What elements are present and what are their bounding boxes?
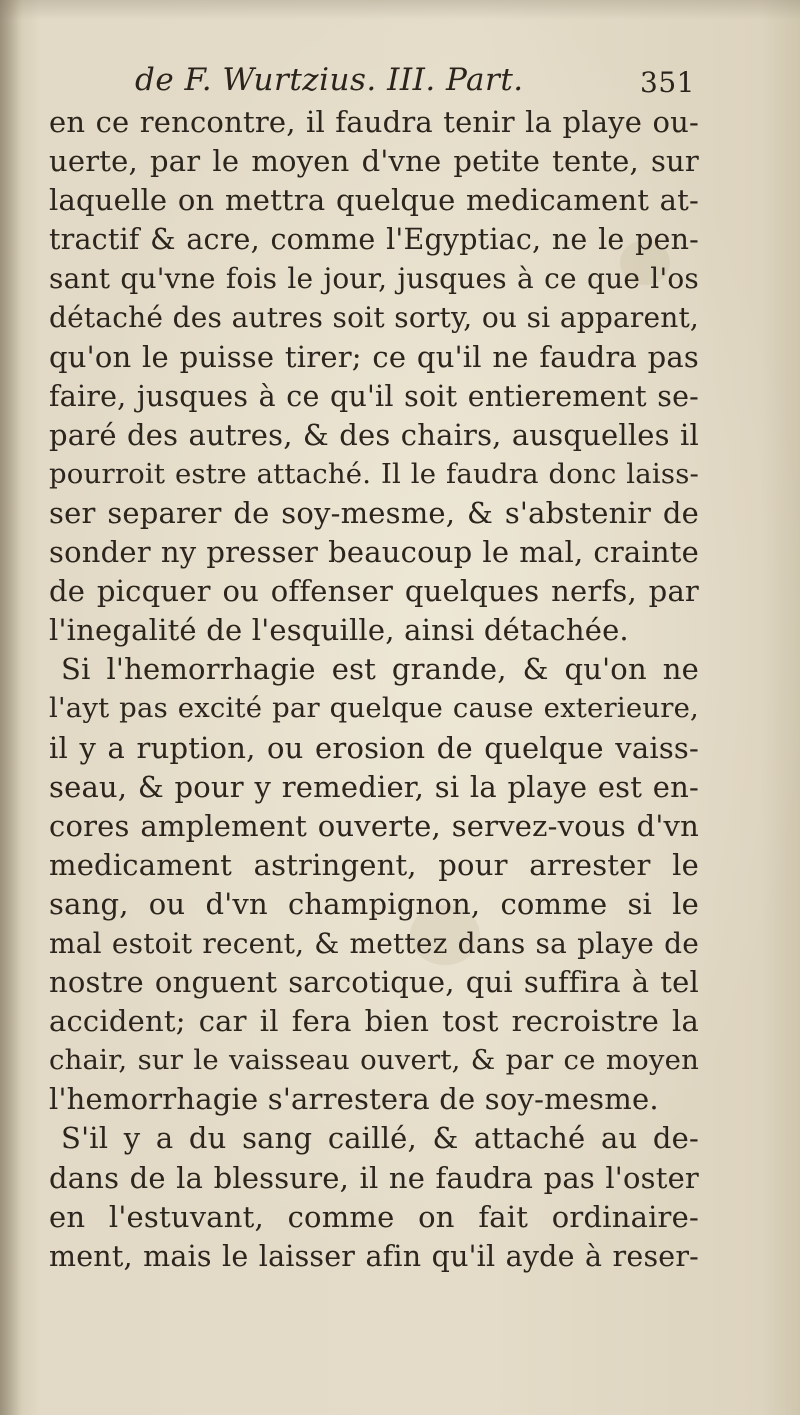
text-line: pourroit estre attaché. Il le faudra donc laiss- [49,457,699,490]
text-line: de picquer ou offenser quelques nerfs, par [49,574,699,609]
body-text [49,103,699,1276]
text-line: l'hemorrhagie s'arrestera de soy-mesme. [49,1082,659,1117]
text-line: cores amplement ouverte, servez-vous d'vn [49,808,699,843]
text-line: sant qu'vne fois le jour, jusques à ce que l'os [49,262,699,296]
text-line: l'inegalité de l'esquille, ainsi détachée. [49,613,629,648]
running-head-title: de F. Wurtzius. III. Part. [135,62,524,98]
running-head [135,62,695,106]
text-line: détaché des autres soit sorty, ou si apparent, [49,301,699,335]
text-line: laquelle on mettra quelque medicament at- [49,183,699,218]
text-line: accident; car il fera bien tost recroistre la [49,1004,699,1039]
text-line: sonder ny presser beaucoup le mal, crainte [49,535,699,570]
text-line: ser separer de soy-mesme, & s'abstenir de [49,495,699,530]
text-line: ment, mais le laisser afin qu'il ayde à reser- [49,1239,699,1273]
gutter-shadow [0,0,22,1415]
text-line: chair, sur le vaisseau ouvert, & par ce moyen [49,1044,699,1077]
text-line: mal estoit recent, & mettez dans sa playe de [49,926,699,960]
text-line: S'il y a du sang caillé, & attaché au de- [61,1121,699,1156]
text-line: tractif & acre, comme l'Egyptiac, ne le pen- [49,223,699,257]
text-line: seau, & pour y remedier, si la playe est en- [49,769,699,804]
text-line: il y a ruption, ou erosion de quelque vaiss- [49,730,699,765]
text-line: sang, ou d'vn champignon, comme si le [49,886,699,921]
page-number: 351 [640,66,695,99]
text-line: medicament astringent, pour arrester le [49,847,699,882]
text-line: en ce rencontre, il faudra tenir la playe ou- [49,105,699,139]
text-line: dans de la blessure, il ne faudra pas l'oster [49,1160,699,1195]
text-line: en l'estuvant, comme on fait ordinaire- [49,1199,699,1234]
page-top-edge [0,0,800,20]
text-line: faire, jusques à ce qu'il soit entierement se- [49,379,699,413]
text-line: Si l'hemorrhagie est grande, & qu'on ne [61,652,699,687]
text-line: paré des autres, & des chairs, ausquelles il [49,417,699,452]
text-line: nostre onguent sarcotique, qui suffira à tel [49,965,699,1000]
text-line: qu'on le puisse tirer; ce qu'il ne faudra pas [49,339,699,374]
text-line: uerte, par le moyen d'vne petite tente, sur [49,144,699,179]
text-line: l'ayt pas excité par quelque cause exterieure, [49,692,699,725]
